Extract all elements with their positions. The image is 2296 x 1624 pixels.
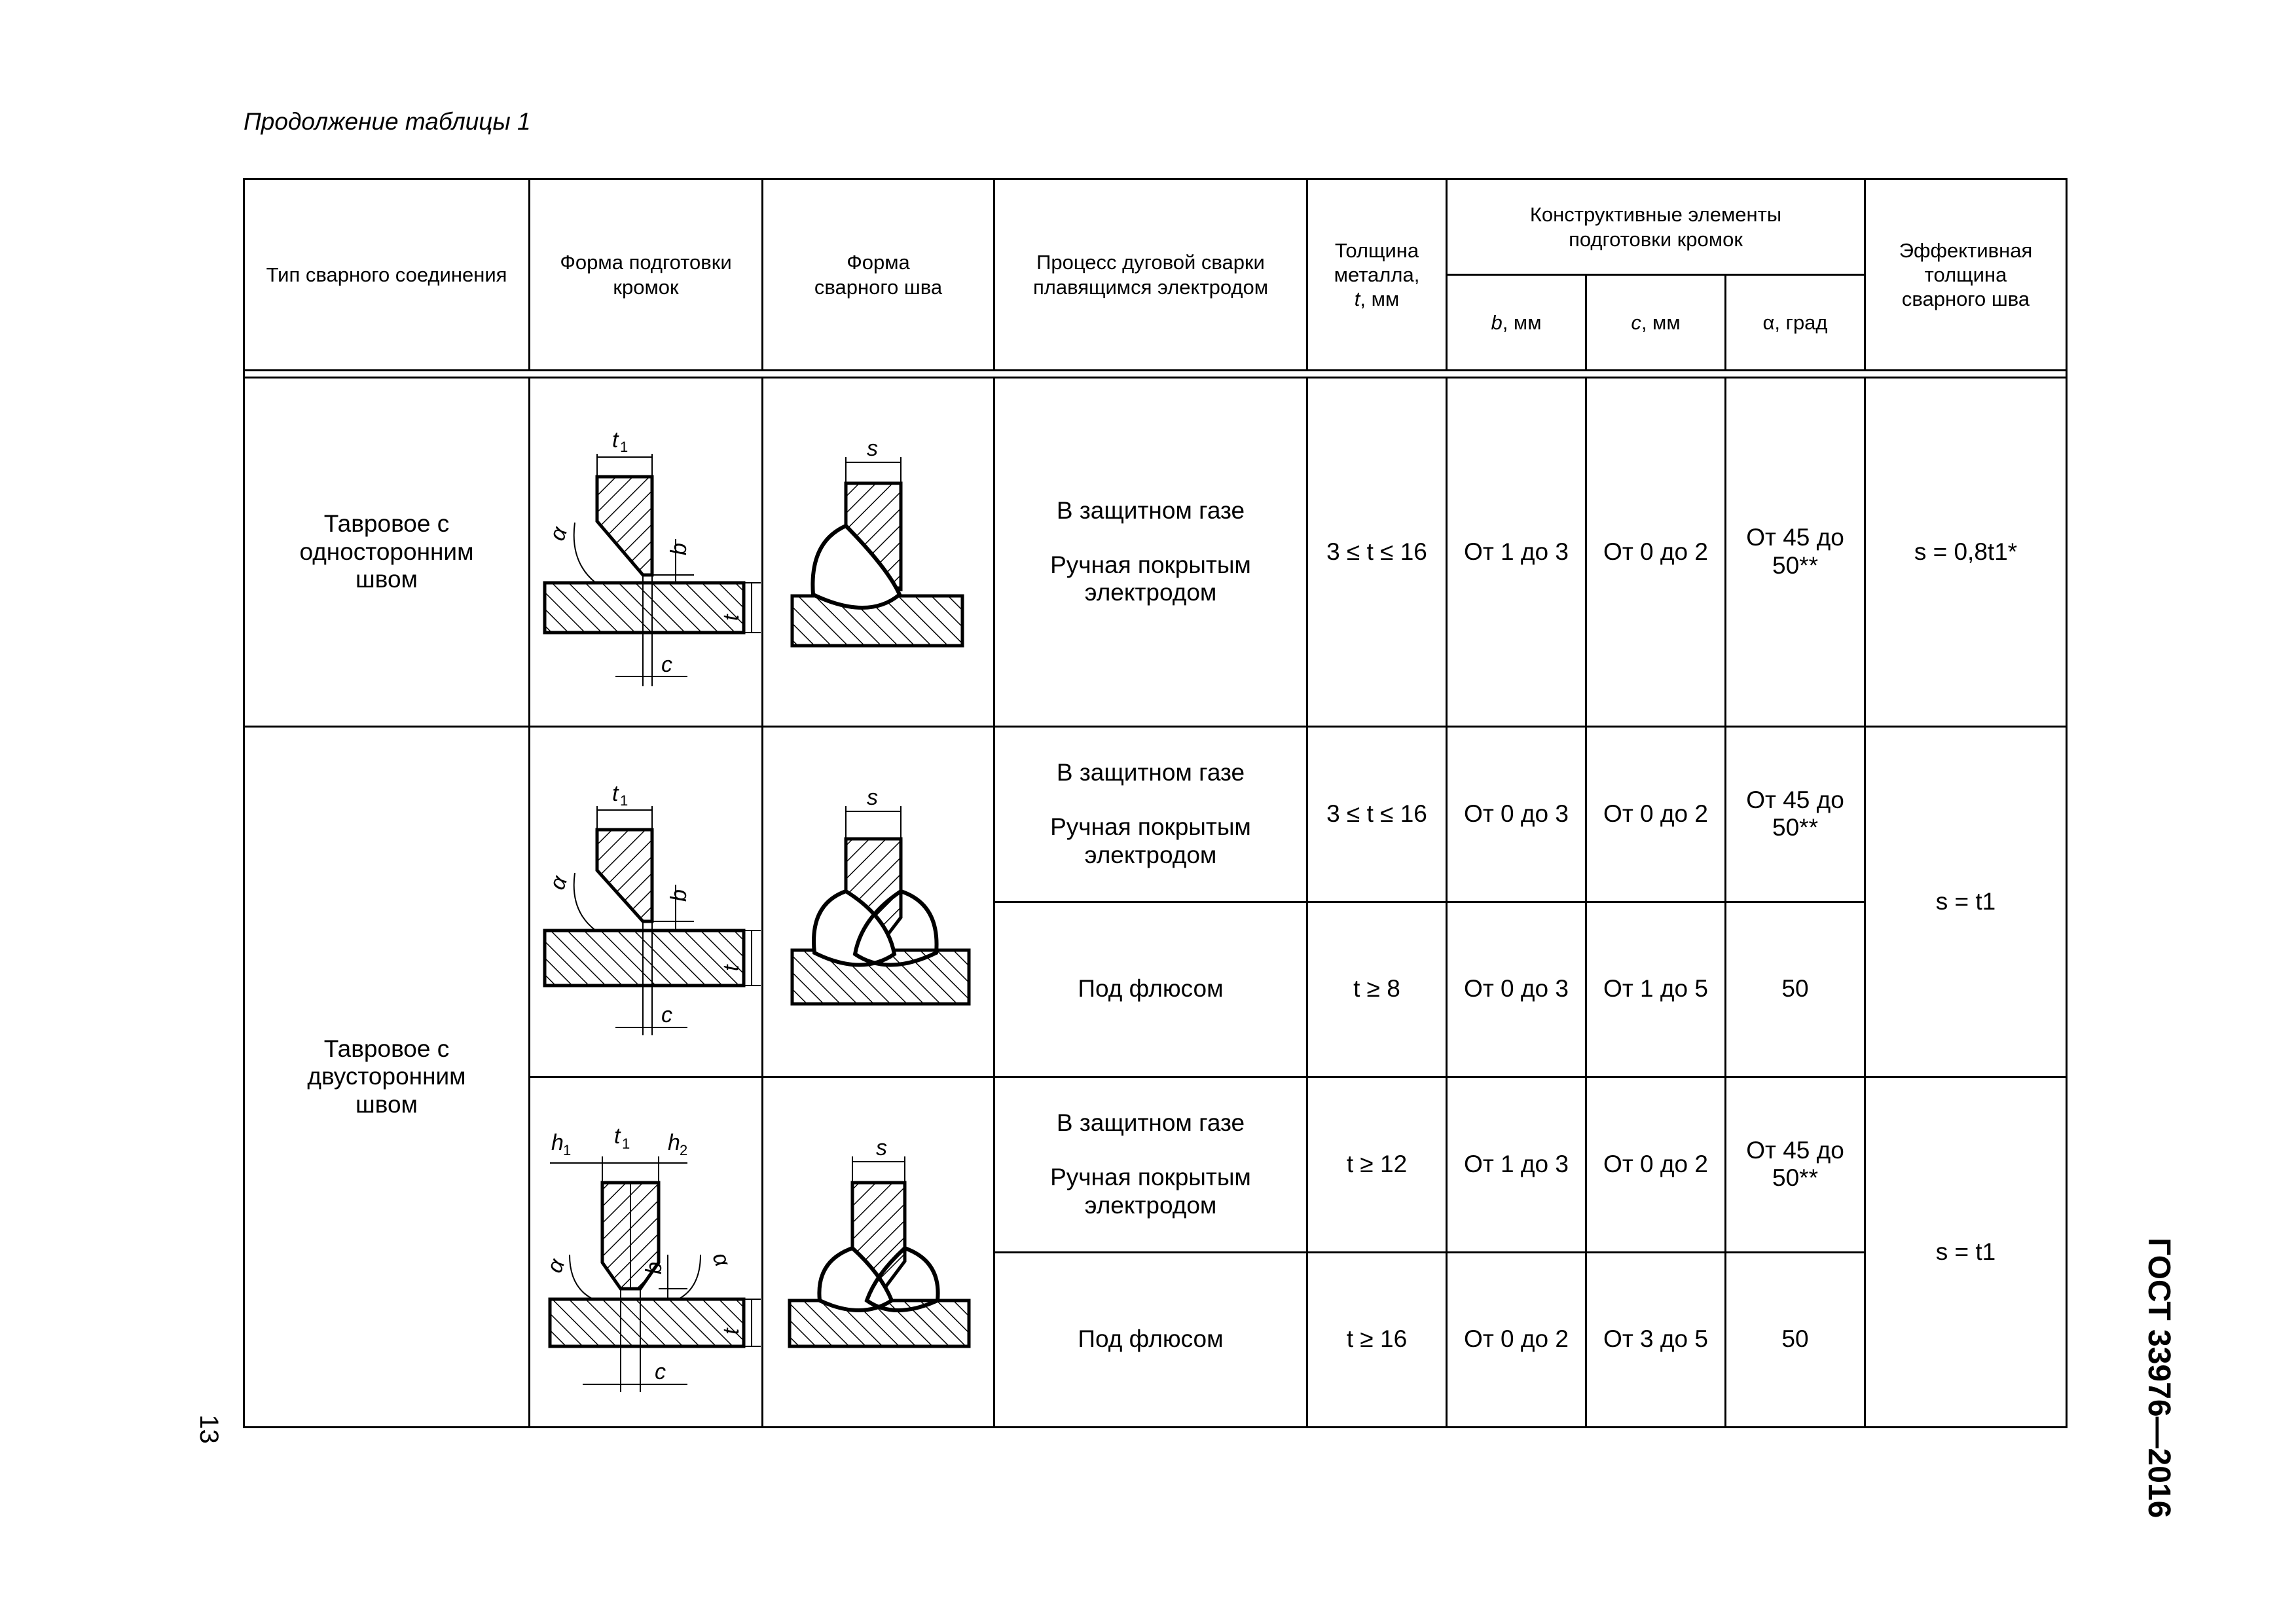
svg-text:t: t: [614, 1124, 621, 1149]
header-thickness: [1307, 179, 1447, 371]
label-alpha: α: [544, 523, 573, 544]
weld-joint-table: [243, 178, 2068, 1428]
edge-prep-drawing-1: [530, 378, 763, 727]
header-separator: [244, 371, 2067, 378]
weld-form-drawing-3: [763, 1077, 994, 1428]
alpha-cell: 50: [1726, 1252, 1865, 1428]
header-c: [1586, 275, 1726, 371]
thickness-cell: t ≥ 16: [1307, 1252, 1447, 1428]
header-process: Процесс дуговой сварки плавящимся электродом: [994, 179, 1307, 371]
svg-text:b: b: [642, 1262, 666, 1274]
thickness-cell: t ≥ 12: [1307, 1077, 1447, 1253]
header-c-var: c: [1631, 310, 1641, 334]
svg-text:1: 1: [563, 1142, 572, 1158]
page-number: 13: [194, 1414, 223, 1444]
header-edge-prep: Форма подготовки кромок: [530, 179, 763, 371]
label-c: c: [661, 652, 672, 677]
weld-form-single-diagram: [763, 378, 995, 726]
header-b-var: b: [1491, 310, 1503, 334]
process-manual: Ручная покрытым электродом: [1050, 1163, 1251, 1219]
alpha-cell: 50: [1726, 902, 1865, 1077]
weld-form-k-diagram: [763, 1078, 995, 1426]
thickness-cell: t ≥ 8: [1307, 902, 1447, 1077]
joint-type-cell: Тавровое с двусторонним швом: [244, 727, 530, 1428]
label-s: s: [867, 436, 878, 461]
alpha-cell: От 45 до 50**: [1726, 1077, 1865, 1253]
header-b: [1447, 275, 1586, 371]
edge-prep-k-diagram: [530, 1078, 763, 1426]
svg-text:1: 1: [620, 792, 629, 809]
weld-form-drawing-1: [763, 378, 994, 727]
header-c-unit: , мм: [1641, 310, 1681, 334]
c-cell: От 0 до 2: [1586, 727, 1726, 902]
weld-form-double-diagram: [763, 728, 995, 1076]
c-cell: От 1 до 5: [1586, 902, 1726, 1077]
svg-text:t: t: [719, 1328, 744, 1335]
b-cell: От 1 до 3: [1447, 378, 1586, 727]
process-gas: В защитном газе: [1056, 1109, 1245, 1137]
svg-text:α: α: [541, 1255, 570, 1276]
table-row: [244, 727, 2067, 902]
edge-prep-drawing-3: [530, 1077, 763, 1428]
effective-cell: s = 0,8t1*: [1865, 378, 2067, 727]
label-t1: t: [612, 428, 619, 452]
header-thickness-unit: , мм: [1360, 287, 1400, 311]
process-cell: [994, 1077, 1307, 1253]
process-manual: Ручная покрытым электродом: [1050, 813, 1251, 868]
header-weld-form: Форма сварного шва: [763, 179, 994, 371]
process-cell: Под флюсом: [994, 902, 1307, 1077]
svg-text:b: b: [666, 889, 691, 902]
c-cell: От 0 до 2: [1586, 1077, 1726, 1253]
header-joint-type: Тип сварного соединения: [244, 179, 530, 371]
svg-text:t: t: [612, 781, 619, 806]
c-cell: От 0 до 2: [1586, 378, 1726, 727]
joint-type-cell: Тавровое с односторонним швом: [244, 378, 530, 727]
edge-prep-double-diagram: [530, 728, 763, 1076]
effective-cell: s = t1: [1865, 727, 2067, 1077]
edge-prep-single-diagram: [530, 378, 763, 726]
svg-text:c: c: [661, 1003, 672, 1027]
b-cell: От 1 до 3: [1447, 1077, 1586, 1253]
alpha-cell: От 45 до 50**: [1726, 727, 1865, 902]
process-cell: [994, 727, 1307, 902]
thickness-cell: 3 ≤ t ≤ 16: [1307, 727, 1447, 902]
thickness-cell: 3 ≤ t ≤ 16: [1307, 378, 1447, 727]
process-gas: В защитном газе: [1056, 759, 1245, 786]
process-cell: Под флюсом: [994, 1252, 1307, 1428]
header-alpha: α, град: [1726, 275, 1865, 371]
svg-text:s: s: [876, 1135, 887, 1160]
header-thickness-var: t: [1354, 287, 1360, 311]
standard-designation: ГОСТ 33976—2016: [2141, 1238, 2176, 1519]
label-t2: t: [719, 614, 744, 621]
svg-text:c: c: [655, 1359, 666, 1384]
effective-cell: s = t1: [1865, 1077, 2067, 1428]
process-cell: [994, 378, 1307, 727]
label-h2: h: [668, 1130, 680, 1155]
process-gas: В защитном газе: [1056, 497, 1245, 525]
svg-text:1: 1: [622, 1135, 630, 1152]
header-effective: Эффективная толщина сварного шва: [1865, 179, 2067, 371]
svg-text:α: α: [544, 872, 573, 893]
svg-text:α: α: [707, 1249, 735, 1270]
b-cell: От 0 до 3: [1447, 727, 1586, 902]
label-h1: h: [551, 1130, 564, 1155]
b-cell: От 0 до 3: [1447, 902, 1586, 1077]
b-cell: От 0 до 2: [1447, 1252, 1586, 1428]
weld-form-drawing-2: [763, 727, 994, 1077]
svg-text:2: 2: [680, 1142, 688, 1158]
process-manual: Ручная покрытым электродом: [1050, 551, 1251, 606]
header-constructive: Конструктивные элементы подготовки кромок: [1447, 179, 1865, 275]
table-row: [244, 378, 2067, 727]
header-thickness-label: Толщина металла,: [1334, 238, 1420, 286]
svg-text:s: s: [867, 785, 878, 810]
svg-text:t: t: [719, 965, 744, 971]
edge-prep-drawing-2: [530, 727, 763, 1077]
label-b: b: [666, 543, 691, 555]
header-b-unit: , мм: [1502, 310, 1542, 334]
svg-text:1: 1: [620, 439, 629, 455]
c-cell: От 3 до 5: [1586, 1252, 1726, 1428]
table-caption: Продолжение таблицы 1: [244, 108, 531, 135]
alpha-cell: От 45 до 50**: [1726, 378, 1865, 727]
